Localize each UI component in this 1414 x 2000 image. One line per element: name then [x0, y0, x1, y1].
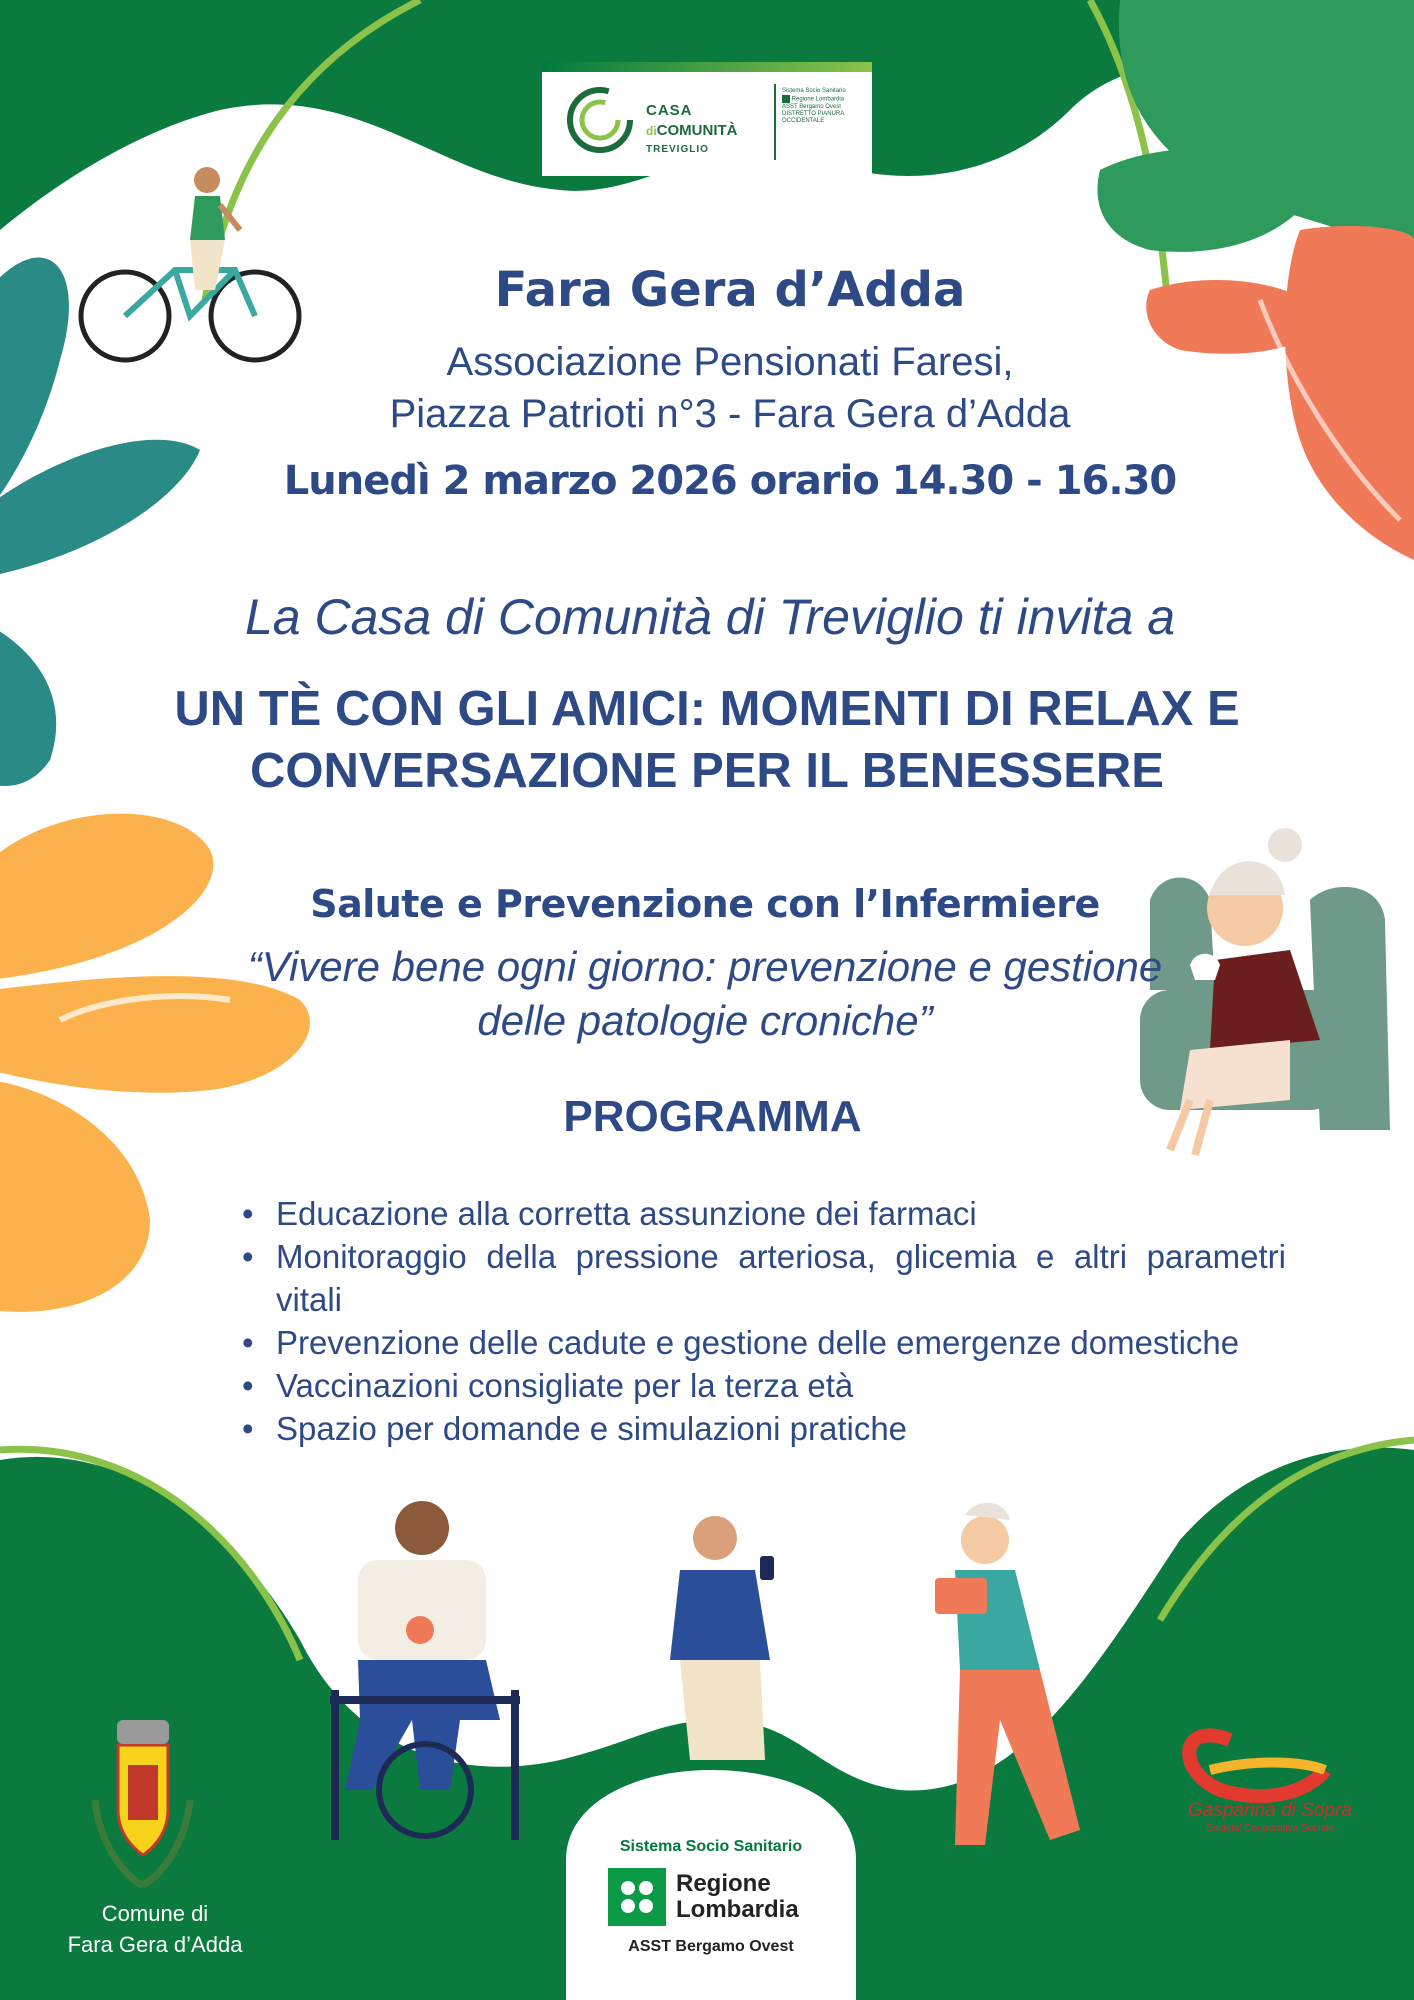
asst-label: ASST Bergamo Ovest: [628, 1938, 794, 1955]
casa-logo-icon: [564, 84, 636, 156]
program-list: [240, 1192, 1286, 1450]
regione-square-icon: [782, 95, 790, 103]
gasparina-name: Gasparina di Sopra: [1188, 1800, 1352, 1821]
regione-lombardia-logo: [572, 1820, 850, 2000]
gasparina-subtitle: Societa' Cooperativa Sociale: [1206, 1823, 1334, 1834]
comune-line-2: Fara Gera d’Adda: [67, 1932, 243, 1957]
logo-casa: CASA: [646, 102, 693, 119]
venue-line-2: Piazza Patrioti n°3 - Fara Gera d’Adda: [389, 392, 1071, 436]
event-quote: “Vivere bene ogni giorno: prevenzione e gestione delle patologie croniche”: [247, 943, 1163, 1044]
logo-top-bar: [542, 62, 872, 72]
cyclist-illustration: [81, 167, 299, 360]
logo-comunita-word: COMUNITÀ: [656, 122, 738, 139]
comune-line-1: Comune di: [101, 1901, 209, 1926]
regione-name-1: Regione: [676, 1870, 771, 1897]
venue-line-1: Associazione Pensionati Faresi,: [446, 340, 1014, 384]
invite-line: La Casa di Comunità di Treviglio ti invita a: [244, 589, 1176, 645]
program-item: • Prevenzione delle cadute e gestione delle emergenze domestiche: [276, 1321, 1286, 1364]
program-item: • Educazione alla corretta assunzione dei farmaci: [276, 1192, 1286, 1235]
program-item: • Vaccinazioni consigliate per la terza età: [276, 1364, 1286, 1407]
logo-partner-line4: DISTRETTO PIANURA OCCIDENTALE: [782, 110, 844, 124]
program-item: • Spazio per domande e simulazioni pratiche: [276, 1407, 1286, 1450]
event-subtitle: Salute e Prevenzione con l’Infermiere: [310, 882, 1100, 926]
logo-partner-line1: Sistema Socio Sanitario: [782, 88, 846, 94]
logo-comunita: [646, 122, 738, 139]
logo-city: TREVIGLIO: [646, 144, 709, 155]
logo-partner-block: [782, 88, 866, 125]
regione-name-2: Lombardia: [676, 1896, 799, 1923]
logo-di: di: [646, 124, 657, 138]
regione-lombardia-icon: [608, 1868, 666, 1926]
casa-di-comunita-logo: [542, 62, 872, 176]
event-town: Fara Gera d’Adda: [494, 262, 966, 318]
comune-label: [40, 1898, 270, 1960]
logo-divider: [774, 84, 776, 160]
program-heading: PROGRAMMA: [563, 1092, 862, 1141]
logo-partner-line3: ASST Bergamo Ovest: [782, 103, 841, 110]
event-title: UN TÈ CON GLI AMICI: MOMENTI DI RELAX E CONVERSAZIONE PER IL BENESSERE: [174, 682, 1240, 798]
sistema-socio-sanitario: Sistema Socio Sanitario: [619, 1838, 803, 1855]
event-datetime: Lunedì 2 marzo 2026 orario 14.30 - 16.30: [283, 458, 1177, 504]
program-item: • Monitoraggio della pressione arteriosa, glicemia e altri parametri vitali: [276, 1235, 1286, 1321]
logo-partner-line2: Regione Lombardia: [791, 96, 845, 103]
